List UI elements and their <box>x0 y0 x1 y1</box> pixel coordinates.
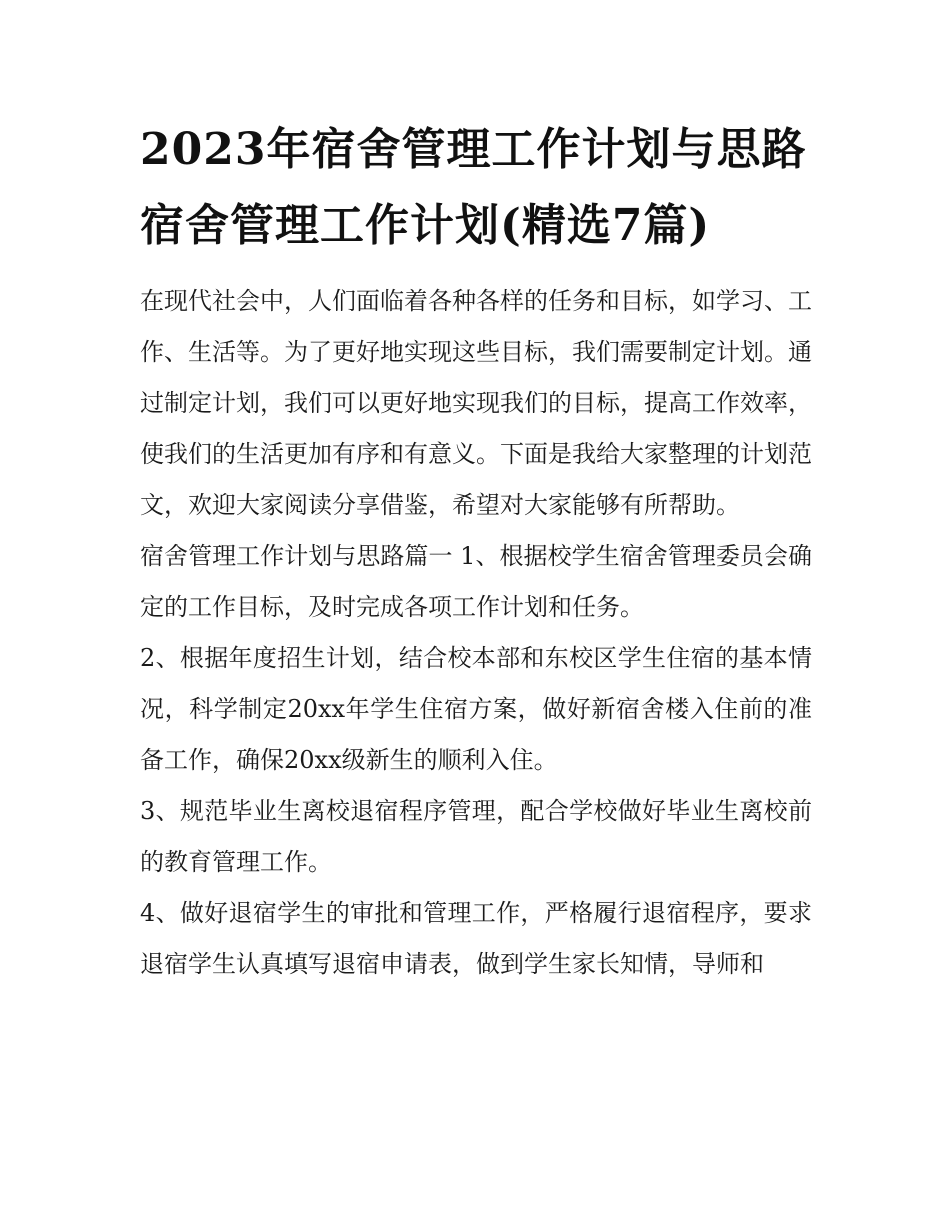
paragraph-item-2: 2、根据年度招生计划，结合校本部和东校区学生住宿的基本情况，科学制定20xx年学生住宿方案，做好新宿舍楼入住前的准备工作，确保20xx级新生的顺利入住。 <box>140 644 812 774</box>
document-page <box>140 112 812 990</box>
paragraph-item-4: 4、做好退宿学生的审批和管理工作，严格履行退宿程序，要求退宿学生认真填写退宿申请表，做到学生家长知情，导师和 <box>140 899 812 978</box>
paragraph-section-one: 宿舍管理工作计划与思路篇一 1、根据校学生宿舍管理委员会确定的工作目标，及时完成各项工作计划和任务。 <box>140 542 812 621</box>
document-title: 2023年宿舍管理工作计划与思路 宿舍管理工作计划(精选7篇) <box>140 124 807 251</box>
intro-paragraph: 在现代社会中，人们面临着各种各样的任务和目标，如学习、工作、生活等。为了更好地实现这些目标，我们需要制定计划。通过制定计划，我们可以更好地实现我们的目标，提高工作效率，使我们的生活更加有序和有意义。下面是我给大家整理的计划范文，欢迎大家阅读分享借鉴，希望对大家能够有所帮助。 <box>140 287 812 519</box>
paragraph-item-3: 3、规范毕业生离校退宿程序管理，配合学校做好毕业生离校前的教育管理工作。 <box>140 797 812 876</box>
